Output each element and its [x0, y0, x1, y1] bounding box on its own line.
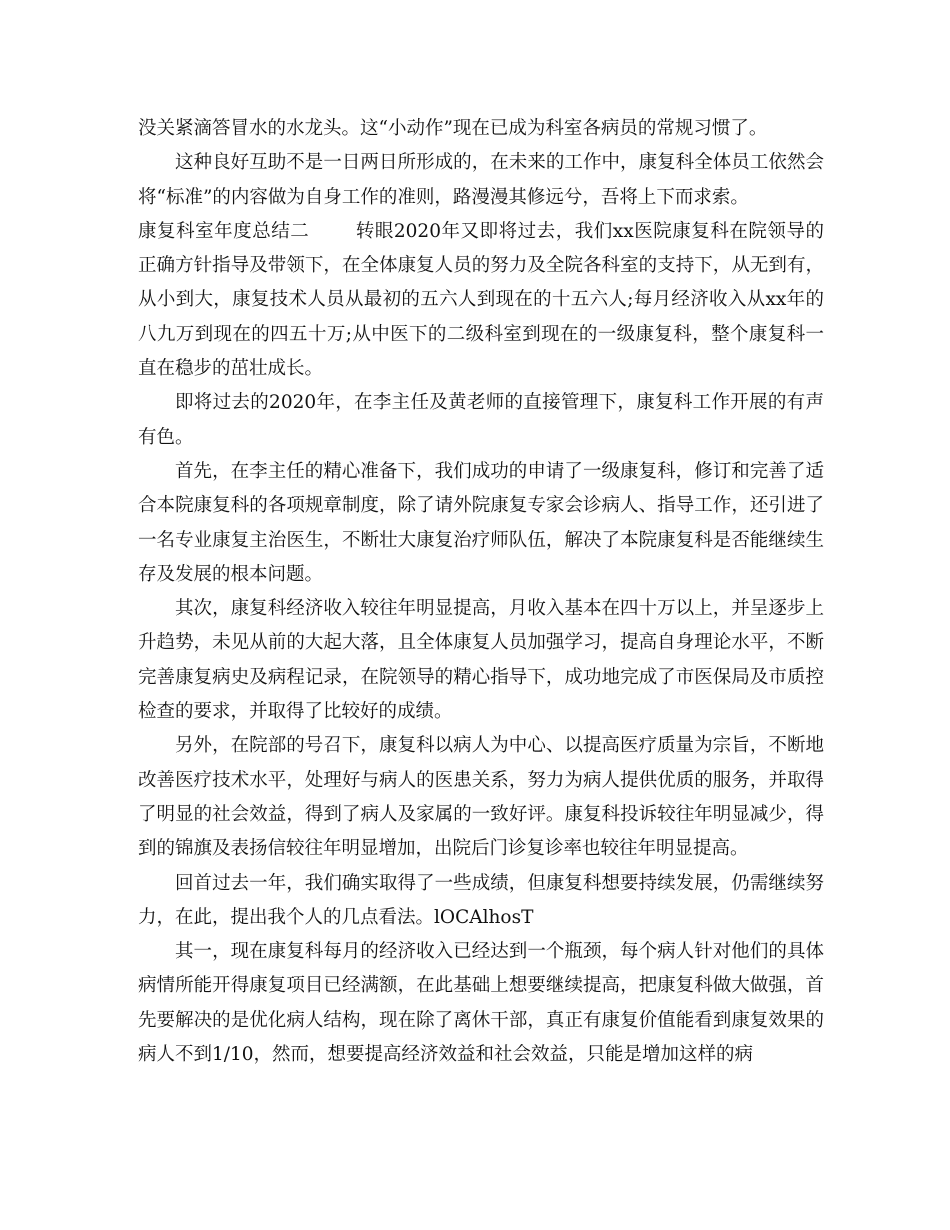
document-body [138, 112, 824, 1072]
paragraph-2: 这种良好互助不是一日两日所形成的，在未来的工作中，康复科全体员工依然会将“标准”的内容做为自身工作的准则，路漫漫其修远兮，吾将上下而求索。 [138, 152, 824, 208]
paragraph-4: 即将过去的2020年，在李主任及黄老师的直接管理下，康复科工作开展的有声有色。 [138, 392, 824, 448]
paragraph-8: 回首过去一年，我们确实取得了一些成绩，但康复科想要持续发展，仍需继续努力，在此，提出我个人的几点看法。lOCAlhosT [138, 872, 824, 928]
paragraph-1: 没关紧滴答冒水的水龙头。这“小动作”现在已成为科室各病员的常规习惯了。 [138, 118, 768, 139]
paragraph-3 [138, 215, 824, 386]
paragraph-7: 另外，在院部的号召下，康复科以病人为中心、以提高医疗质量为宗旨，不断地改善医疗技术水平，处理好与病人的医患关系，努力为病人提供优质的服务，并取得了明显的社会效益，得到了病人及家属的一致好评。康复科投诉较往年明显减少，得到的锦旗及表扬信较往年明显增加，出院后门诊复诊率也较往年明显提高。 [138, 735, 824, 860]
section-intro-text: 转眼2020年又即将过去，我们xx医院康复科在院领导的正确方针指导及带领下，在全体康复人员的努力及全院各科室的支持下，从无到有，从小到大，康复技术人员从最初的五六人到现在的十五六人;每月经济收入从xx年的八九万到现在的四五十万;从中医下的二级科室到现在的一级康复科，整个康复科一直在稳步的茁壮成长。 [138, 220, 824, 380]
section-heading: 康复科室年度总结二 [138, 220, 310, 242]
paragraph-6: 其次，康复科经济收入较往年明显提高，月收入基本在四十万以上，并呈逐步上升趋势，未见从前的大起大落，且全体康复人员加强学习，提高自身理论水平，不断完善康复病史及病程记录，在院领导的精心指导下，成功地完成了市医保局及市质控检查的要求，并取得了比较好的成绩。 [138, 598, 824, 723]
paragraph-9: 其一，现在康复科每月的经济收入已经达到一个瓶颈，每个病人针对他们的具体病情所能开得康复项目已经满额，在此基础上想要继续提高，把康复科做大做强，首先要解决的是优化病人结构，现在除了离休干部，真正有康复价值能看到康复效果的病人不到1/10，然而，想要提高经济效益和社会效益，只能是增加这样的病 [138, 941, 824, 1066]
paragraph-5: 首先，在李主任的精心准备下，我们成功的申请了一级康复科，修订和完善了适合本院康复科的各项规章制度，除了请外院康复专家会诊病人、指导工作，还引进了一名专业康复主治医生，不断壮大康复治疗师队伍，解决了本院康复科是否能继续生存及发展的根本问题。 [138, 460, 824, 585]
